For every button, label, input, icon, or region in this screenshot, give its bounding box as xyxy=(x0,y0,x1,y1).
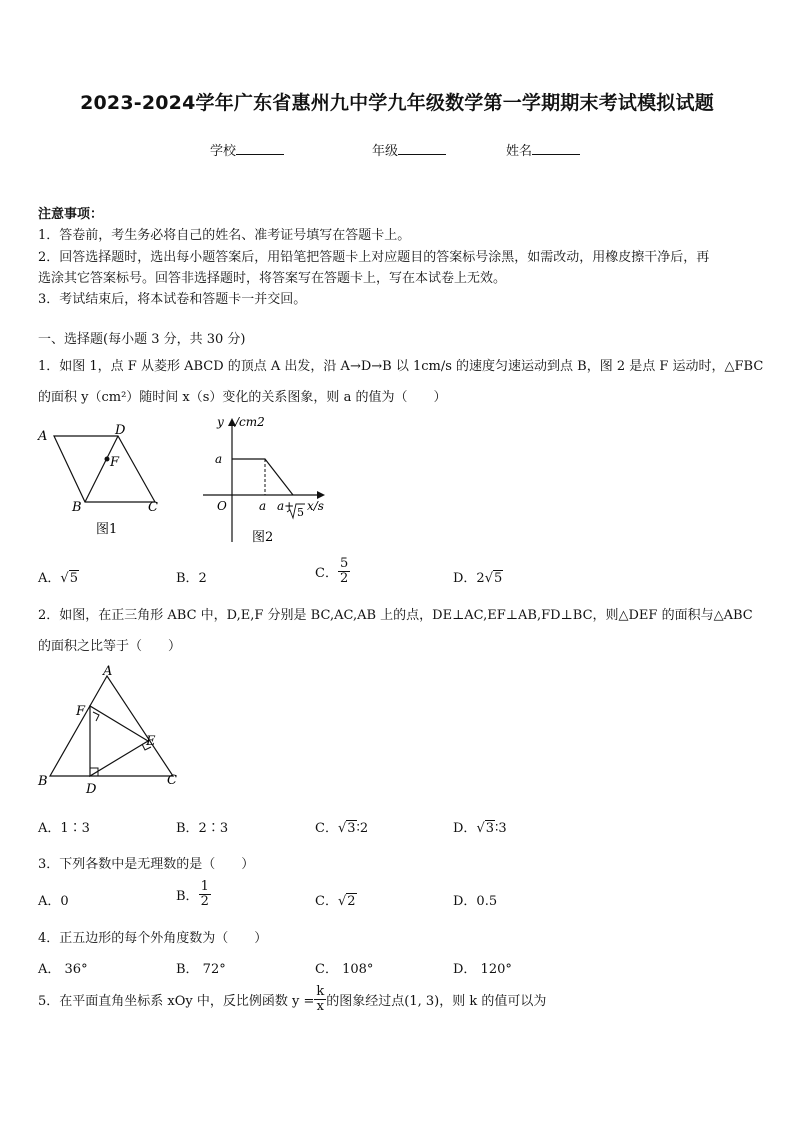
q2-stem-line1: 2．如图，在正三角形 ABC 中，D,E,F 分别是 BC,AC,AB 上的点，DE⊥AC,EF⊥AB,FD⊥BC，则△DEF 的面积与△ABC xyxy=(38,608,753,623)
axis-y-label: y xyxy=(217,415,224,429)
q1-option-c: C． $\frac{5}{2}$ xyxy=(315,556,349,586)
label-B: B xyxy=(38,774,48,789)
q4-option-a: A． 36° xyxy=(38,962,88,977)
name-blank xyxy=(532,142,580,155)
q2-option-b: B．2∶3 xyxy=(176,821,229,836)
origin-label: O xyxy=(217,499,227,513)
grade-blank xyxy=(398,142,446,155)
q3-option-a: A．0 xyxy=(38,894,69,909)
label-A: A xyxy=(103,664,113,679)
label-B: B xyxy=(72,500,82,515)
q1-figure2-graph xyxy=(195,412,335,547)
q3-option-d: D．0.5 xyxy=(453,894,498,909)
label-F: F xyxy=(110,455,120,470)
q2-option-a: A．1∶3 xyxy=(38,821,90,836)
label-D: D xyxy=(86,782,97,797)
q4-option-b: B． 72° xyxy=(176,962,226,977)
q4-option-c: C． 108° xyxy=(315,962,374,977)
q3-option-b: B． $\frac{1}{2}$ xyxy=(176,879,209,909)
name-label: 姓名 xyxy=(506,144,533,159)
school-field xyxy=(210,140,284,159)
axis-y-unit: /cm2 xyxy=(235,415,265,429)
y-value-a: a xyxy=(215,452,223,466)
grade-field xyxy=(372,140,446,159)
notice-item: 选涂其它答案标号。回答非选择题时，将答案写在答题卡上，写在本试卷上无效。 xyxy=(38,271,507,286)
label-F: F xyxy=(76,704,86,719)
figure2-caption: 图2 xyxy=(252,530,274,545)
school-blank xyxy=(236,142,284,155)
q4-stem: 4．正五边形的每个外角度数为（ ） xyxy=(38,931,268,946)
notice-item: 3．考试结束后，将本试卷和答题卡一并交回。 xyxy=(38,292,307,307)
axis-x-label: x/s xyxy=(307,499,324,513)
q1-stem-line1: 1．如图 1，点 F 从菱形 ABCD 的顶点 A 出发，沿 A→D→B 以 1cm/s 的速度匀速运动到点 B，图 2 是点 F 运动时，△FBC xyxy=(38,359,764,374)
q2-option-d: D．√3∶3 xyxy=(453,821,507,836)
grade-label: 年级 xyxy=(372,144,399,159)
school-label: 学校 xyxy=(210,144,237,159)
x-tick-a: a xyxy=(259,499,267,513)
name-field xyxy=(506,140,580,159)
label-D: D xyxy=(115,423,126,438)
q2-option-c: C．√3∶2 xyxy=(315,821,369,836)
q1-option-d: D．2√5 xyxy=(453,571,503,586)
q2-stem-line2: 的面积之比等于（ ） xyxy=(38,639,182,654)
notice-heading: 注意事项： xyxy=(38,207,104,222)
q2-figure-triangle xyxy=(30,662,190,802)
q1-figure1-rhombus xyxy=(30,420,170,540)
q1-option-b: B．2 xyxy=(176,571,207,586)
label-C: C xyxy=(148,500,158,515)
x-tick-a-plus: a+ xyxy=(277,499,295,513)
notice-item: 2．回答选择题时，选出每小题答案后，用铅笔把答题卡上对应题目的答案标号涂黑，如需改动，用橡皮擦干净后，再 xyxy=(38,250,710,265)
x-tick-sqrt5: 5 xyxy=(297,506,304,519)
q3-stem: 3．下列各数中是无理数的是（ ） xyxy=(38,857,255,872)
page-title: 2023-2024学年广东省惠州九中学九年级数学第一学期期末考试模拟试题 xyxy=(80,92,714,114)
q3-option-c: C．√2 xyxy=(315,894,356,909)
label-A: A xyxy=(38,429,48,444)
figure1-caption: 图1 xyxy=(96,522,118,537)
notice-item: 1．答卷前，考生务必将自己的姓名、准考证号填写在答题卡上。 xyxy=(38,228,411,243)
q5-stem: 5．在平面直角坐标系 xOy 中，反比例函数 y = $\frac{k}{x}$ 的图象经过点(1, 3)，则 k 的值可以为 xyxy=(38,984,547,1014)
q4-option-d: D． 120° xyxy=(453,962,512,977)
label-C: C xyxy=(167,773,177,788)
label-E: E xyxy=(146,734,156,749)
section-heading: 一、选择题(每小题 3 分，共 30 分) xyxy=(38,332,246,347)
q1-option-a: A．√5 xyxy=(38,571,78,586)
q1-stem-line2: 的面积 y（cm²）随时间 x（s）变化的关系图象，则 a 的值为（ ） xyxy=(38,390,447,405)
